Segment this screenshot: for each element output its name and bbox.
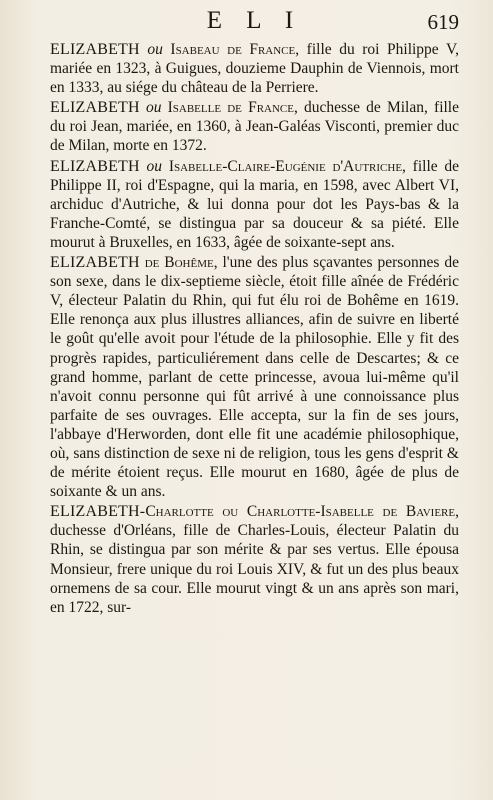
entry-text: , l'une des plus sçavantes personnes de son sexe, dans le dix-septieme siècle, étoit fille aînée de Frédéric V, électeur Palatin du Rhin, qui fut élu roi de Bohême en 1619. Elle renonça aux plus illustres alliances, afin de suivre en liberté le goût qu'elle avoit pour l'étude de la philosophie. Elle y fit des progrès rapides, particuliérement dans celle de Descartes; & ce grand homme, parlant de cette princesse, avoua lui-même qu'il n'avoit connu personne qui fût arrivé à une connoissance plus parfaite de ses ouvrages. Elle accepta, sur la fin de ses jours, l'abbaye d'Herworden, dont elle fit une académie philosophique, où, sans distinction de sexe ni de religion, tous les gens d'esprit & de mérite étoient reçus. Elle mourut en 1680, âgée de plus de soixante & un ans.: [50, 254, 459, 501]
entry-text: , fille de Philippe II, roi d'Espagne, qui la maria, en 1598, avec Albert VI, archiduc d'Autriche, & lui donna pour dot les Pays-bas & la Franche-Comté, se distingua par sa douceur & sa piété. Elle mourut à Bruxelles, en 1633, âgée de soixante-sept ans.: [50, 157, 460, 251]
entry-conjunction: ou: [145, 99, 162, 117]
running-head-title: E L I: [206, 7, 303, 34]
entry-isabelle-claire-eugenie: [50, 157, 459, 252]
entry-title: Isabeau de France: [170, 41, 296, 58]
entry-conjunction: ou: [147, 41, 163, 58]
entry-title: Charlotte ou Charlotte-Isabelle de Baviere: [145, 503, 456, 521]
entry-headword: ELIZABETH-: [50, 503, 146, 521]
entry-elizabeth-de-boheme: [50, 253, 459, 501]
entry-isabelle-de-france: [50, 98, 459, 155]
entry-text: , fille du roi Philippe V, mariée en 1323, à Guigues, douzieme Dauphin de Viennois, mort en 1333, au siége du château de la Perriere.: [50, 41, 460, 97]
entry-title: Isabelle de France: [167, 99, 294, 117]
entry-text: , duchesse de Milan, fille du roi Jean, mariée, en 1360, à Jean-Galéas Visconti, premier duc de Milan, morte en 1372.: [50, 99, 459, 155]
entry-headword: ELIZABETH: [50, 99, 140, 117]
entry-title: Isabelle-Claire-Eugénie d'Autriche: [168, 157, 403, 175]
entry-headword: ELIZABETH: [50, 254, 140, 272]
entry-text: , duchesse d'Orléans, fille de Charles-Louis, électeur Palatin du Rhin, se distingua par son mérite & par ses vertus. Elle épousa Monsieur, frere unique du roi Louis XIV, & fut un des plus beaux ornemens de sa cour. Elle mourut vingt & un ans après son mari, en 1722, sur-: [50, 503, 459, 616]
entries-list: [50, 40, 459, 617]
running-head: [50, 6, 459, 36]
entry-isabeau-de-france: [50, 40, 459, 97]
page-number: 619: [427, 10, 459, 34]
entry-headword: ELIZABETH: [50, 41, 140, 58]
entry-title: de Bohême: [144, 254, 214, 272]
entry-conjunction: ou: [146, 157, 163, 175]
entry-elizabeth-charlotte: [50, 502, 459, 617]
entry-headword: ELIZABETH: [50, 157, 140, 175]
